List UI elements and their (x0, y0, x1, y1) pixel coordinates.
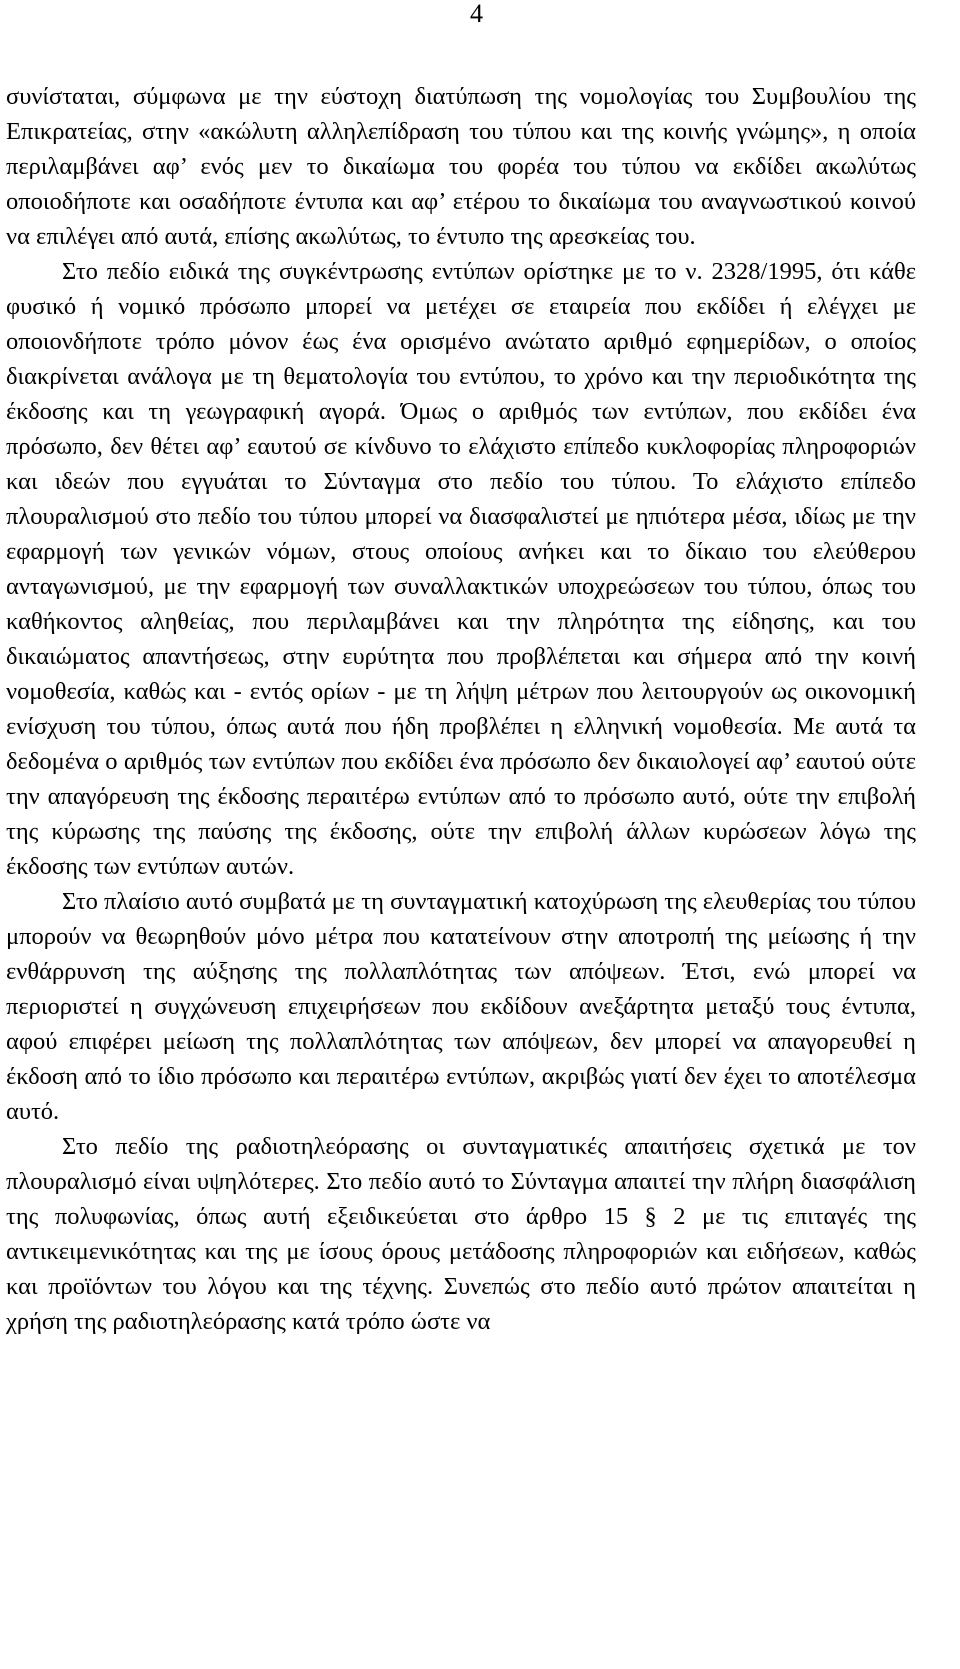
document-body (6, 79, 916, 1339)
paragraph-2: Στο πεδίο ειδικά της συγκέντρωσης εντύπων ορίστηκε με το ν. 2328/1995, ότι κάθε φυσικό ή νομικό πρόσωπο μπορεί να μετέχει σε εταιρεία που εκδίδει ή ελέγχει με οποιονδήποτε τρόπο μόνον έως ένα ορισμένο ανώτατο αριθμό εφημερίδων, ο οποίος διακρίνεται ανάλογα με τη θεματολογία του εντύπου, το χρόνο και την περιοδικότητα της έκδοσης και τη γεωγραφική αγορά. Όμως ο αριθμός των εντύπων, που εκδίδει ένα πρόσωπο, δεν θέτει αφ’ εαυτού σε κίνδυνο το ελάχιστο επίπεδο κυκλοφορίας πληροφοριών και ιδεών που εγγυάται το Σύνταγμα στο πεδίο του τύπου. Το ελάχιστο επίπεδο πλουραλισμού στο πεδίο του τύπου μπορεί να διασφαλιστεί με ηπιότερα μέσα, ιδίως με την εφαρμογή των γενικών νόμων, στους οποίους ανήκει και το δίκαιο του ελεύθερου ανταγωνισμού, με την εφαρμογή των συναλλακτικών υποχρεώσεων του τύπου, όπως του καθήκοντος αληθείας, που περιλαμβάνει και την πληρότητα της είδησης, και του δικαιώματος απαντήσεως, στην ευρύτητα που προβλέπεται και σήμερα από την κοινή νομοθεσία, καθώς και - εντός ορίων - με τη λήψη μέτρων που λειτουργούν ως οικονομική ενίσχυση του τύπου, όπως αυτά που ήδη προβλέπει η ελληνική νομοθεσία. Με αυτά τα δεδομένα ο αριθμός των εντύπων που εκδίδει ένα πρόσωπο δεν δικαιολογεί αφ’ εαυτού ούτε την απαγόρευση της έκδοσης περαιτέρω εντύπων από το πρόσωπο αυτό, ούτε την επιβολή της κύρωσης της παύσης της έκδοσης, ούτε την επιβολή άλλων κυρώσεων λόγω της έκδοσης των εντύπων αυτών. (6, 258, 916, 880)
paragraph-1: συνίσταται, σύμφωνα με την εύστοχη διατύπωση της νομολογίας του Συμβουλίου της Επικρατείας, στην «ακώλυτη αλληλεπίδραση του τύπου και της κοινής γνώμης», η οποία περιλαμβάνει αφ’ ενός μεν το δικαίωμα του φορέα του τύπου να εκδίδει ακωλύτως οποιοδήποτε και οσαδήποτε έντυπα και αφ’ ετέρου το δικαίωμα του αναγνωστικού κοινού να επιλέγει από αυτά, επίσης ακωλύτως, το έντυπο της αρεσκείας του. (6, 83, 916, 250)
paragraph-4: Στο πεδίο της ραδιοτηλεόρασης οι συνταγματικές απαιτήσεις σχετικά με τον πλουραλισμό είναι υψηλότερες. Στο πεδίο αυτό το Σύνταγμα απαιτεί την πλήρη διασφάλιση της πολυφωνίας, όπως αυτή εξειδικεύεται στο άρθρο 15 § 2 με τις επιταγές της αντικειμενικότητας και της με ίσους όρους μετάδοσης πληροφοριών και ειδήσεων, καθώς και προϊόντων του λόγου και της τέχνης. Συνεπώς στο πεδίο αυτό πρώτον απαιτείται η χρήση της ραδιοτηλεόρασης κατά τρόπο ώστε να (6, 1133, 916, 1335)
page-number: 4 (470, 0, 483, 28)
paragraph-3: Στο πλαίσιο αυτό συμβατά με τη συνταγματική κατοχύρωση της ελευθερίας του τύπου μπορούν να θεωρηθούν μόνο μέτρα που κατατείνουν στην αποτροπή της μείωσης ή την ενθάρρυνση της αύξησης της πολλαπλότητας των απόψεων. Έτσι, ενώ μπορεί να περιοριστεί η συγχώνευση επιχειρήσεων που εκδίδουν ανεξάρτητα μεταξύ τους έντυπα, αφού επιφέρει μείωση της πολλαπλότητας των απόψεων, δεν μπορεί να απαγορευθεί η έκδοση από το ίδιο πρόσωπο και περαιτέρω εντύπων, ακριβώς γιατί δεν έχει το αποτέλεσμα αυτό. (6, 888, 916, 1125)
